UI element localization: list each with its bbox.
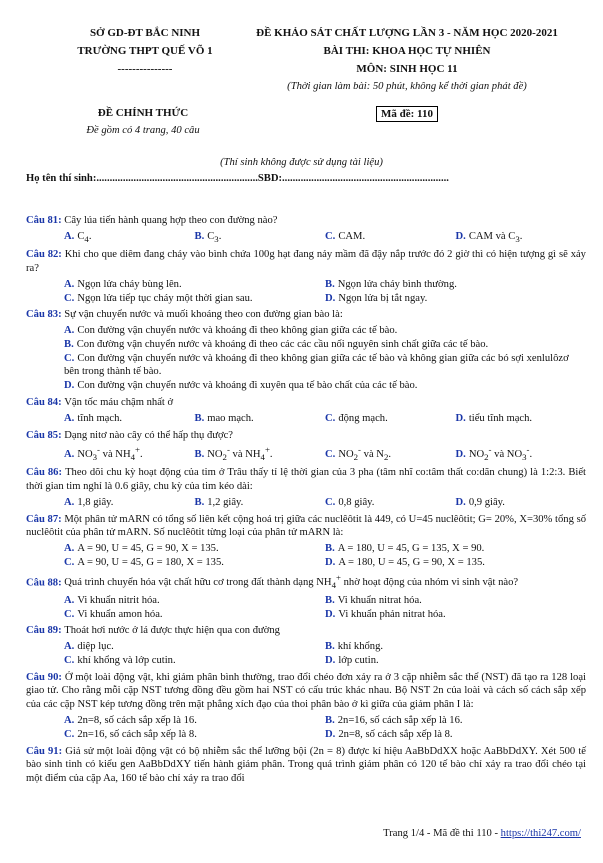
option-letter: B.	[325, 641, 335, 653]
school-name: TRƯỜNG THPT QUẾ VÕ 1	[77, 45, 213, 57]
answer-options	[26, 278, 586, 306]
question-text	[26, 308, 586, 322]
option-letter: A.	[64, 325, 75, 337]
question-stem: Thoát hơi nước ở lá được thực hiện qua con đường	[64, 625, 280, 637]
answer-option	[64, 230, 195, 246]
question-list	[26, 214, 586, 789]
header-left	[60, 24, 230, 78]
answer-option	[456, 444, 587, 463]
option-text: Con đường vận chuyển nước và khoáng đi xuyên qua tế bào chất của các tế bào.	[77, 380, 418, 392]
option-letter: D.	[325, 728, 336, 740]
question-block	[26, 573, 586, 622]
answer-options	[26, 324, 586, 393]
answer-option	[64, 496, 195, 510]
option-text: A = 90, U = 45, G = 90, X = 135.	[77, 543, 219, 555]
option-letter: A.	[64, 230, 75, 242]
question-block	[26, 466, 586, 509]
question-number: Câu 90:	[26, 671, 65, 683]
subject: MÔN: SINH HỌC 11	[356, 63, 458, 75]
question-block	[26, 308, 586, 393]
option-text: A = 180, U = 45, G = 135, X = 90.	[337, 543, 485, 555]
option-letter: A.	[64, 594, 75, 606]
question-number: Câu 86:	[26, 467, 66, 479]
answer-option	[325, 714, 586, 728]
option-letter: A.	[64, 412, 75, 424]
official-label: ĐỀ CHÍNH THỨC	[97, 107, 189, 119]
question-block	[26, 248, 586, 305]
option-letter: C.	[325, 448, 336, 460]
answer-option	[64, 654, 325, 668]
option-text: diệp lục.	[77, 641, 114, 653]
option-letter: C.	[325, 496, 336, 508]
question-text	[26, 624, 586, 638]
option-text: Con đường vận chuyển nước và khoáng đi theo không gian giữa các tế bào.	[77, 325, 398, 337]
answer-option	[325, 292, 586, 306]
question-number: Câu 91:	[26, 745, 66, 757]
option-text: $NO_2^-$ và $NO_3^-$.	[468, 444, 533, 462]
question-stem: Một phân tử mARN có tổng số liên kết cộng hoá trị giữa các nuclêôtit là 449, có U=45 nuclêôtit; G= 20%, X=30% tổng số nuclêôtit của phân tử mARN. Số nuclêôtit từng loại của phân tử mARN là:	[26, 513, 587, 539]
answer-option	[325, 278, 586, 292]
answer-option	[64, 278, 325, 292]
answer-option	[325, 728, 586, 742]
option-letter: A.	[64, 543, 75, 555]
no-documents-note: (Thí sinh không được sử dụng tài liệu)	[220, 157, 383, 168]
option-letter: A.	[64, 448, 75, 460]
option-text: Vi khuẩn nitrit hóa.	[77, 594, 160, 606]
option-letter: B.	[325, 278, 335, 290]
question-number: Câu 83:	[26, 309, 65, 321]
option-letter: A.	[64, 496, 75, 508]
answer-option	[325, 608, 586, 622]
option-letter: B.	[194, 230, 205, 242]
question-stem: Dạng nitơ nào cây có thể hấp thụ được?	[64, 429, 234, 441]
exam-code-box: Mã đề: 110	[376, 106, 438, 122]
answer-options	[26, 496, 586, 510]
answer-options	[26, 714, 586, 742]
option-text: tiểu tĩnh mạch.	[468, 412, 533, 424]
answer-options	[26, 230, 586, 246]
official-subtitle: Đề gồm có 4 trang, 40 câu	[86, 125, 200, 136]
question-stem: Theo dõi chu kỳ hoạt động của tim ở Trâu thấy tỉ lệ thời gian của 3 pha (tâm nhĩ co:tâm thất co:dãn chung) là 1:2:3. Biết thời gian tim nghỉ là 0.6 giây, chu kỳ của tim kéo dài:	[26, 467, 586, 493]
option-letter: D.	[325, 292, 336, 304]
answer-option	[456, 412, 587, 426]
question-stem: Sự vận chuyển nước và muối khoáng theo con đường gian bào là:	[64, 309, 343, 321]
question-text	[26, 513, 586, 541]
option-text: Ngọn lửa bị tắt ngay.	[338, 292, 428, 304]
answer-option	[325, 594, 586, 608]
option-text: Vi khuẩn amon hóa.	[77, 608, 163, 620]
question-text	[26, 396, 586, 410]
option-text: 2n=8, số cách sắp xếp là 8.	[338, 728, 453, 740]
option-letter: D.	[455, 412, 466, 424]
option-text: 1,2 giây.	[207, 496, 244, 508]
option-text: Vi khuẩn phản nitrat hóa.	[338, 608, 446, 620]
option-text: 0,9 giây.	[468, 496, 505, 508]
exam-title: ĐỀ KHẢO SÁT CHẤT LƯỢNG LẦN 3 - NĂM HỌC 2020-2021	[256, 27, 558, 39]
question-number: Câu 87:	[26, 513, 65, 525]
footer-text: Trang 1/4 - Mã đề thi 110 -	[383, 828, 501, 839]
question-number: Câu 81:	[26, 215, 65, 226]
question-block	[26, 429, 586, 464]
answer-option	[325, 640, 586, 654]
option-letter: C.	[325, 412, 336, 424]
answer-option	[325, 654, 586, 668]
option-letter: D.	[455, 496, 466, 508]
question-stem: Khi cho que diêm đang cháy vào bình chứa 100g hạt đang nảy mầm đã đậy nắp trước đó 2 giờ thì có hiện tượng gì sẽ xảy ra?	[26, 249, 586, 275]
option-text: $C_4$.	[77, 230, 92, 244]
answer-option	[64, 352, 586, 380]
option-text: $C_3$.	[207, 230, 222, 244]
option-letter: D.	[64, 380, 75, 392]
option-letter: A.	[64, 715, 75, 726]
option-text: 2n=16, số cách sắp xếp là 8.	[77, 728, 197, 740]
question-stem: Giả sử một loài động vật có bộ nhiễm sắc thể lưỡng bội (2n = 8) được kí hiệu AaBbDdXX hoặc AaBbDdXY. Xét 500 tế bào sinh tinh có kiểu gen AaBbDdXY tiến hành giảm phân. Trong quá trình giảm phân có 120 tế bào chỉ xảy ra trao đổi chéo tại một điểm của cặp Aa, 160 tế bào chỉ xảy ra trao đổi	[26, 745, 586, 785]
answer-options	[26, 640, 586, 668]
answer-option	[325, 496, 456, 510]
answer-option	[325, 230, 456, 246]
question-text	[26, 248, 586, 276]
option-letter: B.	[64, 338, 74, 350]
option-letter: D.	[455, 448, 466, 460]
answer-option	[64, 292, 325, 306]
answer-option	[64, 324, 586, 338]
option-letter: B.	[325, 594, 335, 606]
department-name: SỞ GD-ĐT BẮC NINH	[89, 27, 201, 39]
question-text	[26, 429, 586, 443]
option-letter: D.	[325, 557, 336, 568]
answer-option	[456, 230, 587, 246]
option-text: khí khổng.	[337, 641, 384, 653]
answer-option	[195, 496, 326, 510]
option-text: $NO_2^-$ và $NH_4^+$.	[207, 444, 273, 462]
option-text: Con đường vận chuyển nước và khoáng đi theo các các cầu nối nguyên sinh chất giữa các tế bào.	[76, 338, 489, 350]
option-letter: C.	[64, 557, 75, 568]
question-block	[26, 214, 586, 245]
answer-option	[64, 412, 195, 426]
option-letter: C.	[64, 654, 75, 666]
question-text	[26, 573, 586, 592]
question-text	[26, 466, 586, 494]
option-letter: D.	[455, 230, 466, 242]
question-block	[26, 671, 586, 742]
answer-options	[26, 594, 586, 622]
answer-option	[64, 714, 325, 728]
option-text: $NO_3^-$ và $NH_4^+$.	[77, 444, 143, 462]
option-text: 0,8 giây.	[338, 496, 375, 508]
answer-option	[64, 542, 325, 556]
option-text: tĩnh mạch.	[77, 412, 123, 424]
option-letter: B.	[194, 448, 205, 460]
option-text: động mạch.	[338, 412, 388, 424]
option-letter: C.	[325, 230, 336, 242]
option-text: Con đường vận chuyển nước và khoáng đi theo không gian giữa các tế bào và không gian giữa các bó sợi xenlulôzơ bên trong thành tế bào.	[64, 352, 569, 378]
question-text	[26, 671, 586, 712]
answer-option	[456, 496, 587, 510]
option-letter: C.	[64, 352, 75, 364]
question-block	[26, 396, 586, 426]
question-number: Câu 88:	[26, 577, 65, 589]
question-text	[26, 214, 586, 228]
option-text: CAM.	[338, 230, 366, 242]
option-letter: C.	[64, 728, 75, 740]
question-number: Câu 84:	[26, 397, 65, 408]
candidate-name-line: Họ tên thí sinh:.............................................................SBD:...............................................................	[26, 173, 449, 184]
option-text: lớp cutin.	[338, 654, 379, 666]
option-text: 2n=16, số cách sắp xếp là 16.	[337, 715, 463, 726]
exam-name: BÀI THI: KHOA HỌC TỰ NHIÊN	[323, 45, 491, 57]
option-letter: B.	[325, 715, 335, 726]
option-letter: B.	[194, 412, 205, 424]
answer-option	[195, 230, 326, 246]
option-letter: C.	[64, 292, 75, 304]
header-dashes: ---------------	[117, 63, 173, 75]
option-letter: C.	[64, 608, 75, 620]
option-text: Ngọn lửa tiếp tục cháy một thời gian sau.	[77, 292, 253, 304]
option-text: A = 90, U = 45, G = 180, X = 135.	[77, 557, 224, 568]
question-number: Câu 82:	[26, 249, 65, 261]
question-number: Câu 89:	[26, 625, 65, 637]
answer-options	[26, 542, 586, 570]
question-number: Câu 85:	[26, 429, 65, 441]
answer-option	[195, 412, 326, 426]
option-text: 2n=8, số cách sắp xếp là 16.	[77, 715, 197, 726]
question-block	[26, 745, 586, 786]
question-stem: Ở một loài động vật, khi giảm phân bình thường, trao đổi chéo đơn xảy ra ở 3 cặp nhiễm sắc thể (NST) đã tạo ra 128 loại giao tử. Cho rằng mỗi cặp NST tương đồng đều gồm hai NST có cấu trúc khác nhau. Bộ NST 2n của loài và cách số cách sắp xếp của các cặp NST kép tương đồng trên mặt phẳng xích đạo của thoi phân bào ở kì giữa của giảm phân I là:	[26, 671, 586, 711]
answer-option	[64, 379, 586, 393]
answer-option	[325, 556, 586, 570]
answer-option	[64, 640, 325, 654]
answer-options	[26, 444, 586, 463]
option-text: Vi khuẩn nitrat hóa.	[337, 594, 422, 606]
option-letter: D.	[325, 608, 336, 620]
answer-option	[195, 444, 326, 463]
answer-option	[325, 542, 586, 556]
answer-option	[64, 338, 586, 352]
question-block	[26, 624, 586, 667]
option-text: Ngọn lửa cháy bình thường.	[337, 278, 457, 290]
answer-option	[64, 728, 325, 742]
option-text: Ngọn lửa cháy bùng lên.	[77, 278, 182, 290]
header-right	[232, 24, 582, 96]
option-text: CAM và $C_3$.	[468, 230, 523, 244]
answer-option	[64, 556, 325, 570]
question-block	[26, 513, 586, 570]
answer-option	[64, 594, 325, 608]
option-letter: B.	[325, 543, 335, 555]
option-letter: D.	[325, 654, 336, 666]
option-text: khí khổng và lớp cutin.	[77, 654, 176, 666]
answer-options	[26, 412, 586, 426]
option-letter: A.	[64, 641, 75, 653]
time-note: (Thời gian làm bài: 50 phút, không kể thời gian phát đề)	[287, 81, 527, 92]
footer-link[interactable]: https://thi247.com/	[500, 828, 581, 839]
question-stem: Vận tốc máu chậm nhất ở	[64, 397, 174, 408]
question-stem: Quá trình chuyển hóa vật chất hữu cơ trong đất thành dạng $NH_4^+$ nhờ hoạt động của nhóm vi sinh vật nào?	[64, 572, 519, 591]
option-text: 1,8 giây.	[77, 496, 114, 508]
option-text: A = 180, U = 45, G = 90, X = 135.	[338, 557, 485, 568]
answer-option	[64, 444, 195, 463]
question-stem: Cây lúa tiến hành quang hợp theo con đường nào?	[64, 215, 278, 226]
option-letter: B.	[194, 496, 205, 508]
option-text: mao mạch.	[207, 412, 254, 424]
option-letter: A.	[64, 278, 75, 290]
option-text: $NO_2^-$ và $N_2$.	[338, 444, 392, 462]
question-text	[26, 745, 586, 786]
answer-option	[64, 608, 325, 622]
answer-option	[325, 444, 456, 463]
page-footer	[383, 827, 581, 841]
answer-option	[325, 412, 456, 426]
